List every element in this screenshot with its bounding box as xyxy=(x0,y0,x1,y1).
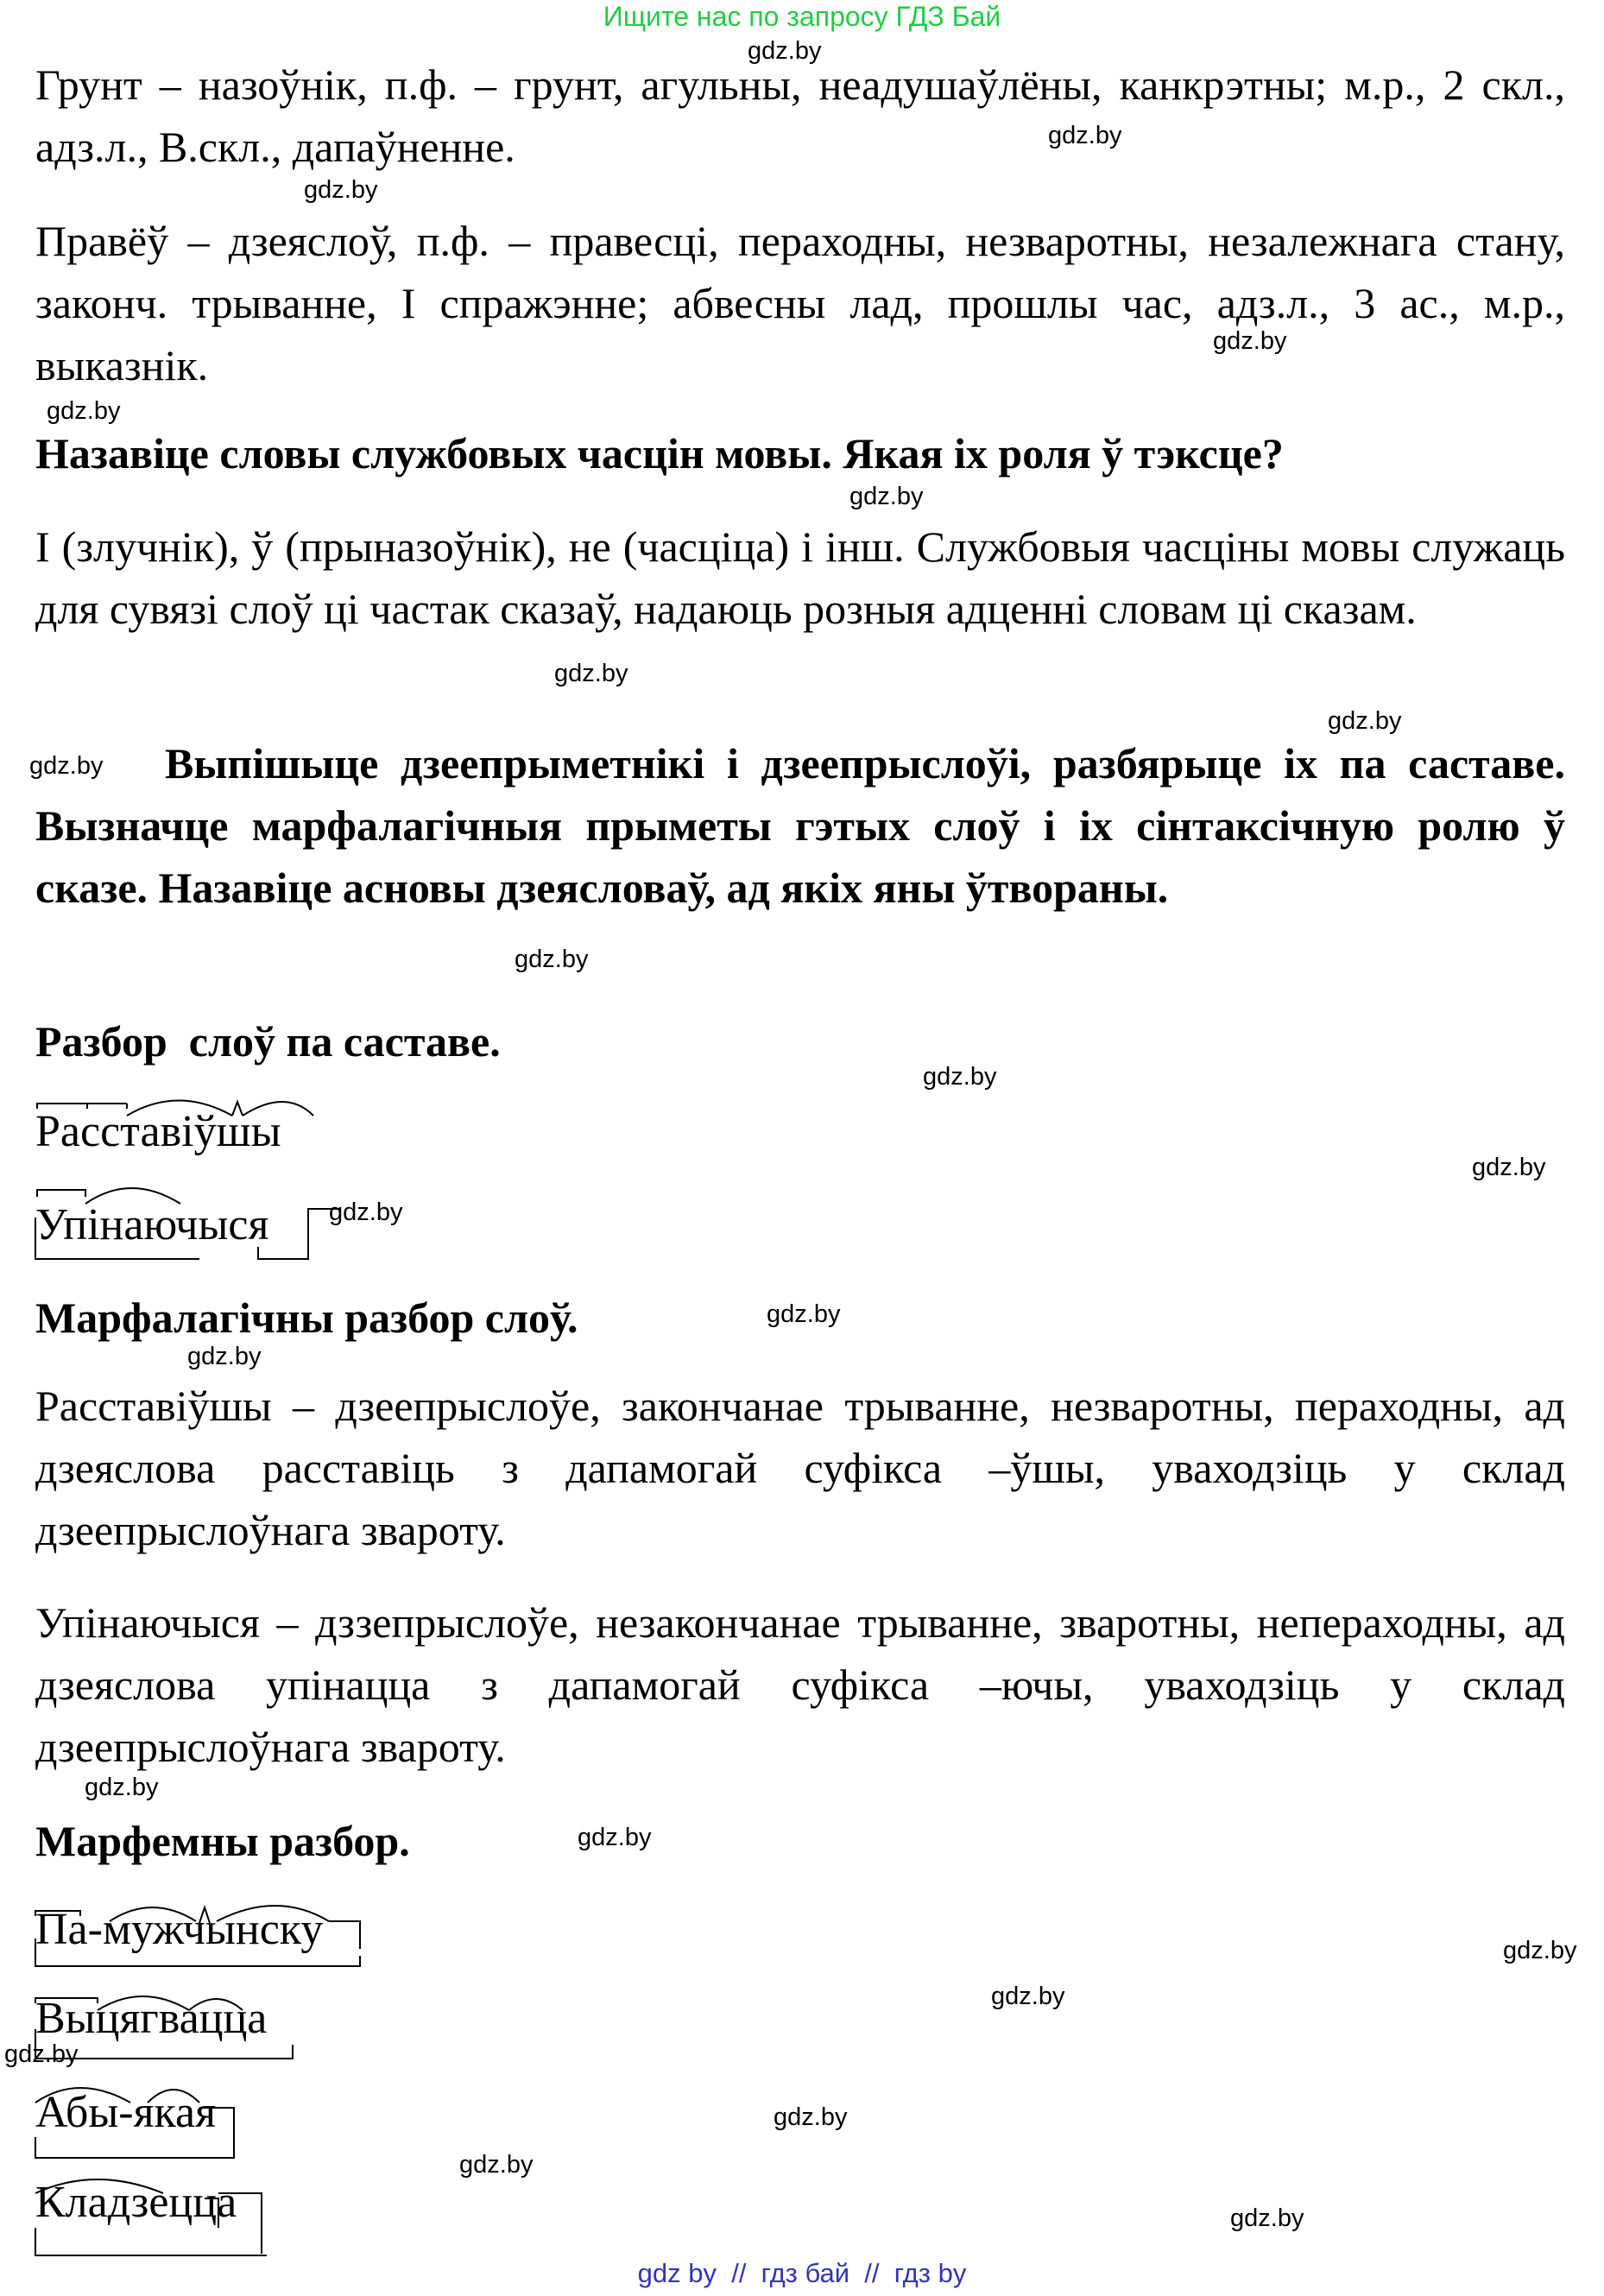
watermark: gdz.by xyxy=(554,660,628,687)
watermark: gdz.by xyxy=(47,397,121,425)
pravyou-analysis: Правёў – дзеяслоў, п.ф. – правесці, пераходны, незваротны, незалежнага стану, законч. трыванне, I спражэнне; абвесны лад, прошлы час, адз.л., 3 ас., м.р., выказнік. xyxy=(35,217,1565,389)
watermark: gdz.by xyxy=(748,37,822,65)
watermark: gdz.by xyxy=(1472,1154,1546,1181)
word-pa-muzhchynsku: Па-мужчынску xyxy=(35,1905,324,1954)
watermark: gdz.by xyxy=(1328,707,1402,735)
watermark: gdz.by xyxy=(767,1300,841,1328)
top-banner[interactable]: Ищите нас по запросу ГДЗ Бай xyxy=(603,1,1001,32)
watermark: gdz.by xyxy=(1503,1937,1577,1964)
watermark: gdz.by xyxy=(515,946,589,973)
word-kladzetstsa: Кладзецца xyxy=(35,2178,237,2227)
word-rasstaviushy: Расставіўшы xyxy=(35,1107,281,1156)
heading-morphological: Марфалагічны разбор слоў. xyxy=(35,1293,578,1342)
watermark: gdz.by xyxy=(1230,2204,1304,2232)
heading-composition: Разбор слоў па саставе. xyxy=(35,1017,501,1066)
watermark: gdz.by xyxy=(4,2040,79,2068)
watermark: gdz.by xyxy=(991,1983,1065,2010)
watermark: gdz.by xyxy=(459,2151,534,2179)
watermark: gdz.by xyxy=(774,2103,848,2131)
watermark: gdz.by xyxy=(578,1824,652,1851)
watermark: gdz.by xyxy=(923,1063,997,1091)
upinaiuchysia-analysis: Упінаючыся – дззепрыслоўе, незакончанае трыванне, зваротны, непераходны, ад дзеяслова упінацца з дапамогай суфікса –ючы, уваходзіць у склад дзеепрыслоўнага звароту. xyxy=(35,1598,1565,1771)
watermark: gdz.by xyxy=(304,176,378,204)
watermark: gdz.by xyxy=(1213,327,1287,355)
question-service-words: Назавіце словы службовых часцін мовы. Якая іх роля ў тэксце? xyxy=(35,429,1284,478)
watermark: gdz.by xyxy=(29,752,104,780)
word-vytsiagvatstsa: Выцягвацца xyxy=(35,1994,268,2043)
watermark: gdz.by xyxy=(1048,122,1122,149)
suffix-bracket xyxy=(329,1921,360,1949)
word-upinaiuchysia: Упінаючыся xyxy=(35,1200,269,1249)
grunt-analysis: Грунт – назоўнік, п.ф. – грунт, агульны, неадушаўлёны, канкрэтны; м.р., 2 скл., адз.л., В.скл., дапаўненне. xyxy=(35,60,1565,171)
watermark: gdz.by xyxy=(85,1774,159,1801)
heading-morphemic: Марфемны разбор. xyxy=(35,1817,410,1865)
rasstaviushy-analysis: Расставіўшы – дзеепрыслоўе, закончанае трыванне, незваротны, пераходны, ад дзеяслова расставіць з дапамогай суфікса –ўшы, уваходзіць у склад дзеепрыслоўнага звароту. xyxy=(35,1382,1565,1554)
word-aby-iakaia: Абы-якая xyxy=(35,2088,217,2137)
answer-service-words: І (злучнік), ў (прыназоўнік), не (часціца) і інш. Службовыя часціны мовы служаць для сувязі слоў ці частак сказаў, надаюць розныя адценні словам ці сказам. xyxy=(35,522,1565,633)
footer-links[interactable]: gdz by // гдз бай // гдз by xyxy=(637,2258,967,2288)
watermark: gdz.by xyxy=(849,483,924,510)
watermark: gdz.by xyxy=(187,1343,262,1370)
task-text: Выпішыце дзеепрыметнікі і дзеепрыслоўі, разбярыце іх па саставе. Вызначце марфалагічныя прыметы гэтых слоў і іх сінтаксічную ролю ў сказе. Назавіце асновы дзеясловаў, ад якіх яны ўтвораны. xyxy=(35,739,1565,912)
watermark: gdz.by xyxy=(329,1199,403,1226)
